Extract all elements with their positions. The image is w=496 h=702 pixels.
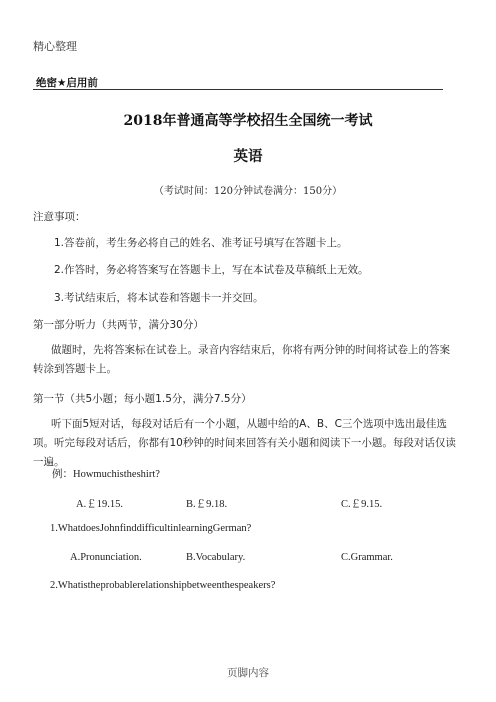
part1-heading: 第一部分听力（共两节，满分30分） xyxy=(33,319,204,331)
exam-info: （考试时间：120分钟试卷满分：150分） xyxy=(153,186,343,197)
confidential-label: 绝密★启用前 xyxy=(36,77,98,89)
notes-heading: 注意事项： xyxy=(33,211,86,223)
question-1-option-c: C.Grammar. xyxy=(341,552,393,563)
section1-instructions: 听下面5短对话，每段对话后有一个小题，从题中给的A、B、C三个选项中选出最佳选项。听完每段对话后，你都有10秒钟的时间来回答有关小题和阅读下一小题。每段对话仅读一遍。 xyxy=(33,418,456,468)
page-footer: 页脚内容 xyxy=(227,667,269,679)
question-2: 2.Whatistheprobablerelationshipbetweenthespeakers? xyxy=(50,580,276,591)
note-item: 2.作答时，务必将答案写在答题卡上，写在本试卷及草稿纸上无效。 xyxy=(54,264,369,276)
question-1-option-b: B.Vocabulary. xyxy=(186,552,246,563)
example-option-b: B.￡9.18. xyxy=(186,499,228,510)
note-item: 1.答卷前，考生务必将自己的姓名、准考证号填写在答题卡上。 xyxy=(54,237,348,249)
note-item: 3.考试结束后，将本试卷和答题卡一并交回。 xyxy=(54,292,264,304)
part1-instructions: 做题时，先将答案标在试卷上。录音内容结束后，你将有两分钟的时间将试卷上的答案转涂到答题卡上。 xyxy=(33,344,450,375)
question-1-option-a: A.Pronunciation. xyxy=(70,552,142,563)
section1-heading: 第一节（共5小题；每小题1.5分，满分7.5分） xyxy=(33,393,252,405)
example-option-a: A.￡19.15. xyxy=(76,499,123,510)
example-option-c: C.￡9.15. xyxy=(341,499,383,510)
subject-title: 英语 xyxy=(233,149,263,165)
example-question: 例：Howmuchistheshirt? xyxy=(52,469,160,480)
header-divider xyxy=(33,89,443,90)
exam-title: 2018年普通高等学校招生全国统一考试 xyxy=(123,113,373,129)
page-header-label: 精心整理 xyxy=(33,40,77,53)
question-1: 1.WhatdoesJohnfinddifficultinlearningGerman? xyxy=(50,523,252,534)
